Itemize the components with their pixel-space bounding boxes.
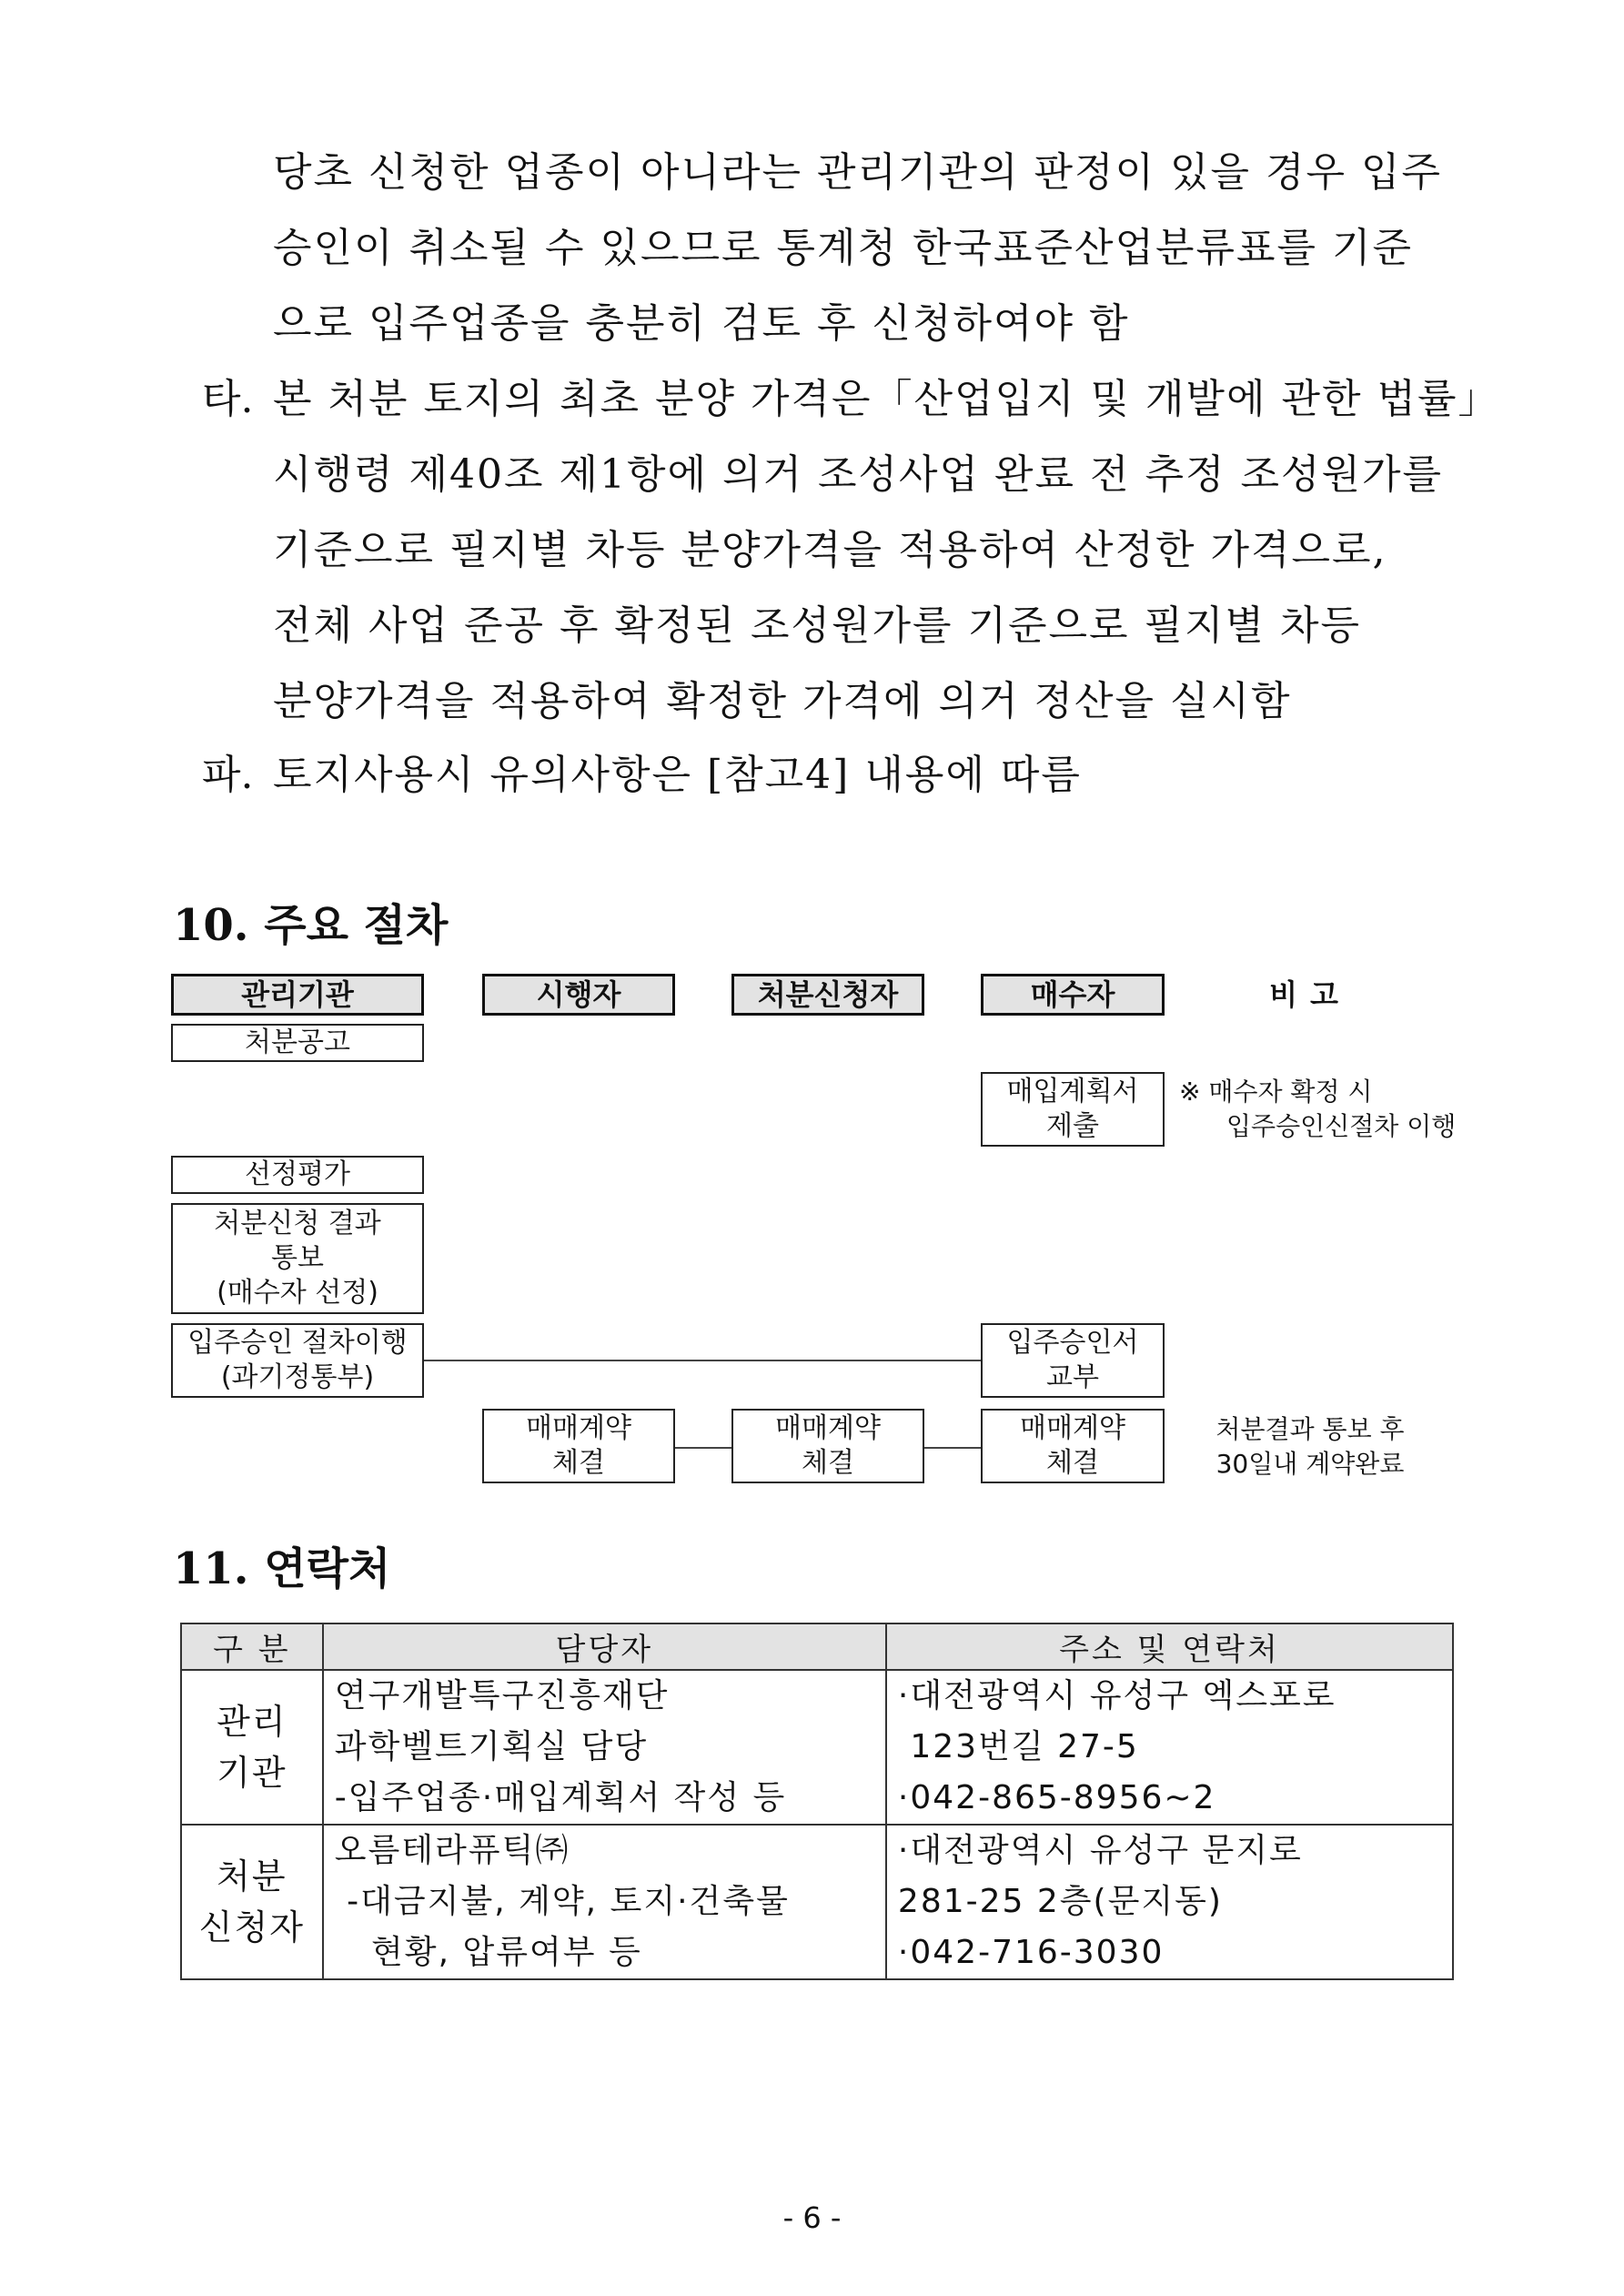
row-category [181,1670,323,1825]
text-line: 으로 입주업종을 충분히 검토 후 신청하여야 함 [273,300,1130,347]
table-row [181,1825,1453,1979]
step-label: 선정평가 [245,1158,350,1190]
step-contract-operator [482,1409,675,1483]
cell-line: 과학벨트기획실 담당 [334,1728,649,1765]
step-purchase-plan [981,1072,1165,1147]
step-label: 통보 [271,1242,324,1274]
note-purchase-plan-line1: ※ 매수자 확정 시 [1179,1077,1373,1107]
step-label: 매매계약 [775,1412,881,1444]
table-header-row [181,1623,1453,1670]
cell-line: 신청자 [198,1907,305,1947]
step-label: 체결 [802,1447,854,1479]
connector-line [924,1447,981,1449]
list-marker: 파. [202,752,254,798]
connector-line [675,1447,731,1449]
text-line: 토지사용시 유의사항은 [참고4] 내용에 따름 [273,752,1082,798]
step-label: 처분신청 결과 [214,1208,381,1239]
row-address [886,1825,1453,1979]
step-label: (매수자 선정) [217,1277,378,1309]
column-header-contact: 담당자 [323,1623,886,1670]
step-label: 매매계약 [1020,1412,1125,1444]
cell-line: 기관 [217,1753,287,1793]
text-line: 본 처분 토지의 최초 분양 가격은「산업입지 및 개발에 관한 법률」 [273,376,1500,422]
cell-line: 123번길 27-5 [897,1728,1139,1765]
step-label: 체결 [552,1447,605,1479]
cell-line: ·042-865-8956~2 [897,1779,1216,1816]
header-buyer: 매수자 [981,974,1165,1016]
step-approval-issue [981,1323,1165,1398]
step-label: 체결 [1046,1447,1099,1479]
step-announcement [171,1024,424,1062]
step-label: 매매계약 [526,1412,631,1444]
cell-line: ·042-716-3030 [897,1934,1165,1971]
step-label: (과기정통부) [220,1361,375,1393]
cell-line: 처분 [217,1856,287,1896]
cell-line: 관리 [217,1702,287,1742]
note-contract-line2: 30일내 계약완료 [1215,1449,1405,1479]
table-row [181,1670,1453,1825]
connector-line [424,1360,981,1361]
row-category [181,1825,323,1979]
step-evaluation [171,1156,424,1194]
header-operator: 시행자 [482,974,675,1016]
cell-line: -대금지불, 계약, 토지·건축물 [334,1883,790,1920]
row-contact [323,1670,886,1825]
section-title-procedures: 10. 주요 절차 [173,900,449,951]
cell-line: 현황, 압류여부 등 [334,1934,642,1971]
step-label: 입주승인서 [1006,1327,1139,1359]
step-label: 교부 [1046,1361,1099,1393]
cell-line: 281-25 2층(문지동) [897,1883,1223,1920]
note-purchase-plan-line2: 입주승인신절차 이행 [1226,1111,1457,1141]
text-line: 시행령 제40조 제1항에 의거 조성사업 완료 전 추정 조성원가를 [273,451,1443,498]
page-number: - 6 - [782,2200,842,2235]
header-applicant: 처분신청자 [731,974,924,1016]
step-approval-procedure [171,1323,424,1398]
cell-line: 연구개발특구진흥재단 [334,1677,670,1714]
header-remarks: 비고 [1269,977,1351,1012]
step-label: 제출 [1046,1110,1099,1142]
row-address [886,1670,1453,1825]
step-result-notice [171,1203,424,1314]
header-authority: 관리기관 [171,974,424,1016]
text-line: 기준으로 필지별 차등 분양가격을 적용하여 산정한 가격으로, [273,527,1387,573]
row-contact [323,1825,886,1979]
step-label: 매입계획서 [1006,1076,1139,1108]
cell-line: ·대전광역시 유성구 문지로 [897,1832,1303,1869]
step-label: 처분공고 [245,1027,350,1058]
step-contract-buyer [981,1409,1165,1483]
text-line: 당초 신청한 업종이 아니라는 관리기관의 판정이 있을 경우 입주 [273,149,1442,196]
step-label: 입주승인 절차이행 [187,1327,408,1359]
note-contract-line1: 처분결과 통보 후 [1215,1414,1405,1444]
text-line: 분양가격을 적용하여 확정한 가격에 의거 정산을 실시함 [273,678,1292,724]
step-contract-applicant [731,1409,924,1483]
cell-line: ·대전광역시 유성구 엑스포로 [897,1677,1337,1714]
cell-line: 오름테라퓨틱㈜ [334,1832,570,1869]
column-header-category: 구 분 [181,1623,323,1670]
list-marker: 타. [202,376,254,422]
text-line: 승인이 취소될 수 있으므로 통계청 한국표준산업분류표를 기준 [273,225,1414,271]
contact-table [180,1623,1454,1980]
cell-line: -입주업종·매입계획서 작성 등 [334,1779,787,1816]
column-header-address: 주소 및 연락처 [886,1623,1453,1670]
section-title-contacts: 11. 연락처 [173,1543,391,1594]
text-line: 전체 사업 준공 후 확정된 조성원가를 기준으로 필지별 차등 [273,602,1361,649]
